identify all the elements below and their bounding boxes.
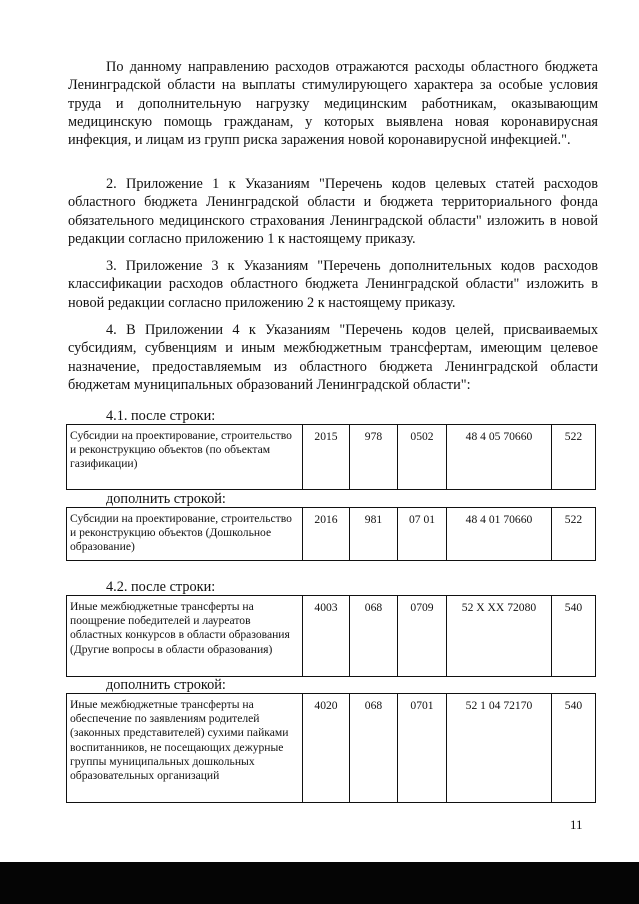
table-row-4-2-before [66, 595, 596, 677]
paragraph-covid-payments: По данному направлению расходов отражаются расходы областного бюджета Ленинградской области на выплаты стимулирующего характера за особые условия труда и дополнительную нагрузку медицинским работникам, оказывающим медицинскую помощь гражданам, у которых выявлена новая коронавирусная инфекция, и лицам из групп риска заражения новой коронавирусной инфекцией.". [68, 59, 598, 149]
row-section: 0502 [398, 425, 447, 490]
section-4-2-add-label: дополнить строкой: [106, 677, 226, 693]
row-description: Иные межбюджетные трансферты на поощрение победителей и лауреатов областных конкурсов в области образования (Другие вопросы в области образования) [67, 596, 303, 677]
row-section: 0701 [398, 694, 447, 803]
row-type: 540 [552, 694, 596, 803]
row-code: 4003 [303, 596, 350, 677]
paragraph-appendix-3: 3. Приложение 3 к Указаниям "Перечень дополнительных кодов расходов классификации расходов областного бюджета Ленинградской области" изложить в новой редакции согласно приложению 2 к настоящему приказу. [68, 258, 598, 311]
row-target: 48 4 05 70660 [447, 425, 552, 490]
page-number: 11 [570, 817, 583, 832]
table-row-4-2-added [66, 693, 596, 803]
row-code: 4020 [303, 694, 350, 803]
row-section: 0709 [398, 596, 447, 677]
row-type: 522 [552, 425, 596, 490]
row-gr: 981 [350, 508, 398, 561]
row-code: 2015 [303, 425, 350, 490]
row-description: Субсидии на проектирование, строительство и реконструкцию объектов (по объектам газификации) [67, 425, 303, 490]
row-type: 540 [552, 596, 596, 677]
table-row-4-1-before [66, 424, 596, 490]
row-target: 48 4 01 70660 [447, 508, 552, 561]
row-description: Субсидии на проектирование, строительство и реконструкцию объектов (Дошкольное образование) [67, 508, 303, 561]
row-target: 52 X XX 72080 [447, 596, 552, 677]
row-gr: 068 [350, 694, 398, 803]
table-row-4-1-added [66, 507, 596, 561]
row-gr: 068 [350, 596, 398, 677]
section-4-1-add-label: дополнить строкой: [106, 491, 226, 507]
paragraph-appendix-4: 4. В Приложении 4 к Указаниям "Перечень кодов целей, присваиваемых субсидиям, субвенциям и иным межбюджетным трансфертам, имеющим целевое назначение, предоставляемым из областного бюджета Ленинградской области бюджетам муниципальных образований Ленинградской области": [68, 322, 598, 393]
row-gr: 978 [350, 425, 398, 490]
row-description: Иные межбюджетные трансферты на обеспечение по заявлениям родителей (законных представителей) сухими пайками воспитанников, не посещающих дежурные группы муниципальных дошкольных образовательных организаций [67, 694, 303, 803]
section-4-2-heading: 4.2. после строки: [106, 579, 216, 595]
row-target: 52 1 04 72170 [447, 694, 552, 803]
row-type: 522 [552, 508, 596, 561]
scan-bottom-edge [0, 862, 639, 904]
paragraph-appendix-1: 2. Приложение 1 к Указаниям "Перечень кодов целевых статей расходов областного бюджета Ленинградской области и бюджета территориального фонда обязательного медицинского страхования Ленинградской области" изложить в новой редакции согласно приложению 1 к настоящему приказу. [68, 176, 598, 247]
section-4-1-heading: 4.1. после строки: [106, 408, 216, 424]
row-section: 07 01 [398, 508, 447, 561]
row-code: 2016 [303, 508, 350, 561]
